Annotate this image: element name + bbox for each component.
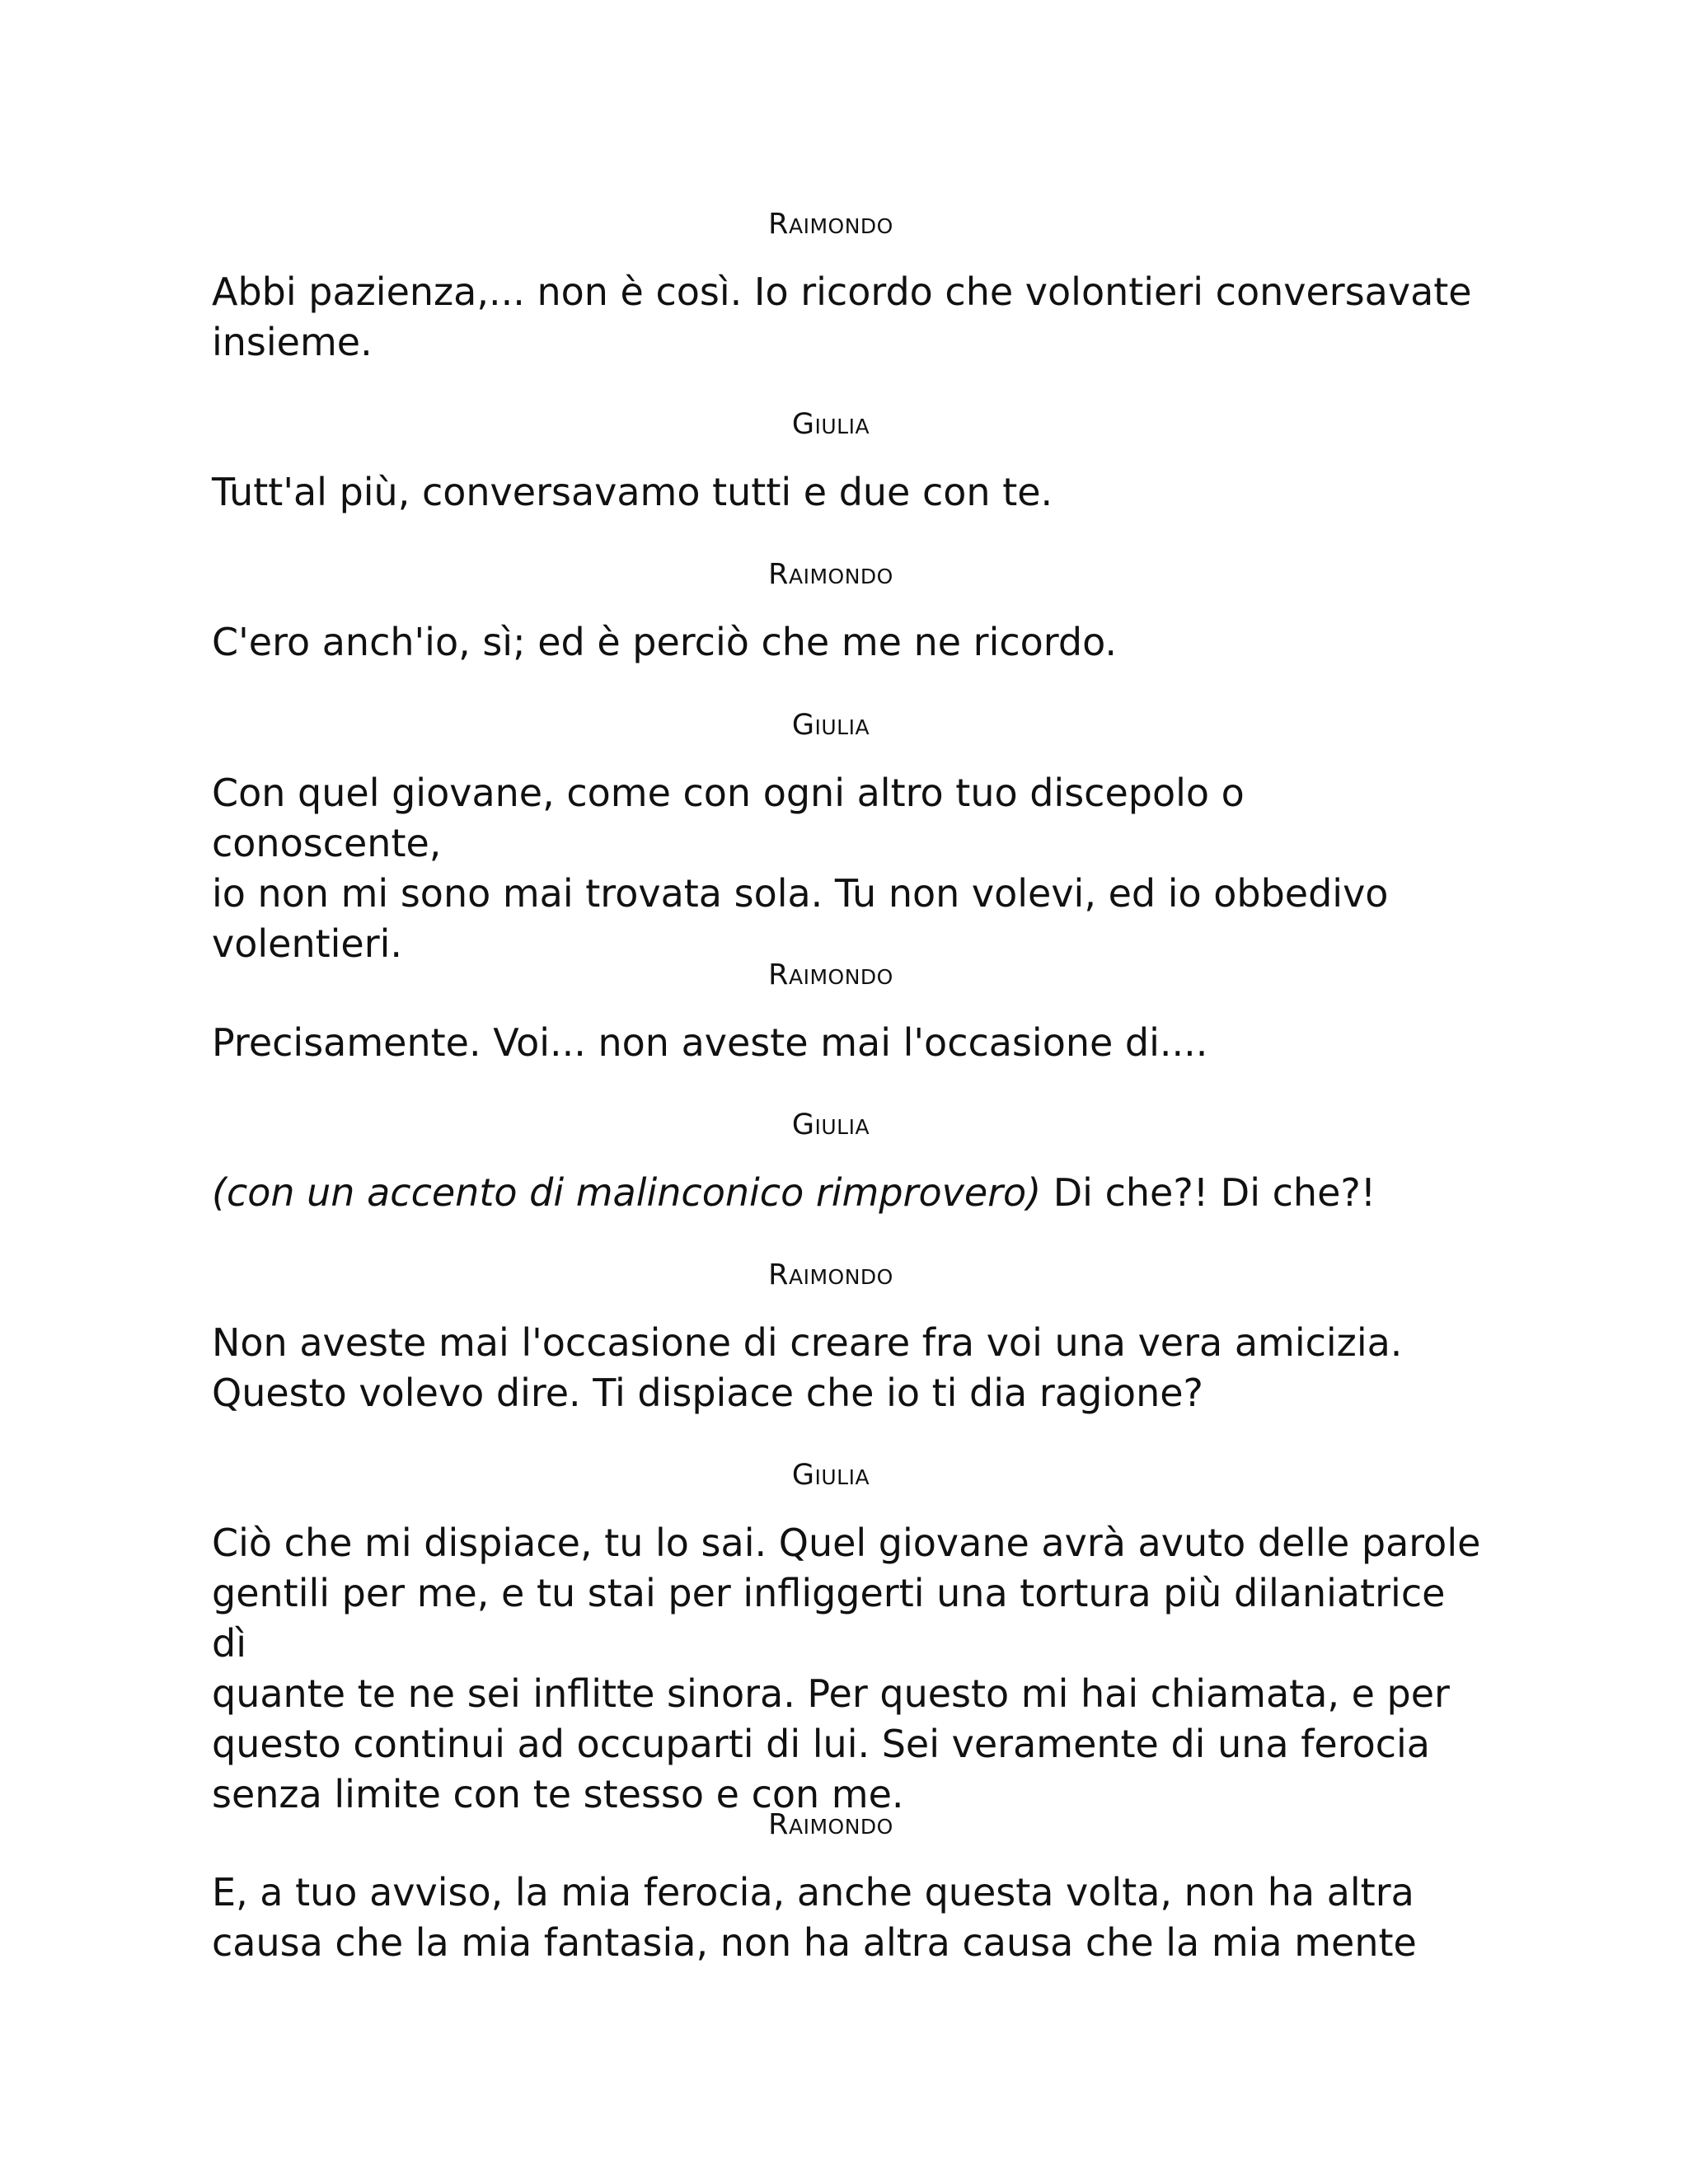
speaker-name: Giulia	[791, 1459, 870, 1492]
speaker-name: Raimondo	[768, 958, 893, 991]
speaker-name: Giulia	[791, 1108, 870, 1141]
stage-direction: (con un accento di malinconico rimprovero)	[212, 1170, 1042, 1215]
speaker-name: Giulia	[791, 709, 870, 742]
speech-text: Non aveste mai l'occasione di creare fra voi una vera amicizia. Questo volevo dire. Ti dispiace che io ti dia ragione?	[212, 1320, 1403, 1415]
speech-text: E, a tuo avviso, la mia ferocia, anche questa volta, non ha altra causa che la mia fantasia, non ha altra causa che la mia mente	[212, 1870, 1417, 1965]
speaker-name: Raimondo	[768, 208, 893, 241]
speech-text: Precisamente. Voi... non aveste mai l'occasione di....	[212, 1020, 1208, 1065]
speaker-name: Raimondo	[768, 1258, 893, 1291]
speaker-name: Giulia	[791, 408, 870, 441]
speech-text: Ciò che mi dispiace, tu lo sai. Quel giovane avrà avuto delle parole gentili per me, e tu stai per infliggerti una tortura più dilaniatrice dì quante te ne sei inflitte sinora. Per questo mi hai chiamata, e per questo continui ad occuparti di lui. Sei veramente di una ferocia senza limite con te stesso e con me.	[212, 1521, 1481, 1816]
speech-text: Con quel giovane, come con ogni altro tuo discepolo o conoscente, io non mi sono mai trovata sola. Tu non volevi, ed io obbedivo volentieri.	[212, 771, 1389, 966]
speech-text: Abbi pazienza,... non è così. Io ricordo che volontieri conversavate insieme.	[212, 269, 1472, 364]
speech-text: C'ero anch'io, sì; ed è perciò che me ne ricordo.	[212, 620, 1118, 664]
speech-text: Tutt'al più, conversavamo tutti e due con te.	[212, 470, 1053, 514]
speaker-name: Raimondo	[768, 558, 893, 591]
speech-text: (con un accento di malinconico rimprovero) Di che?! Di che?!	[212, 1170, 1376, 1215]
speaker-name: Raimondo	[768, 1808, 893, 1841]
